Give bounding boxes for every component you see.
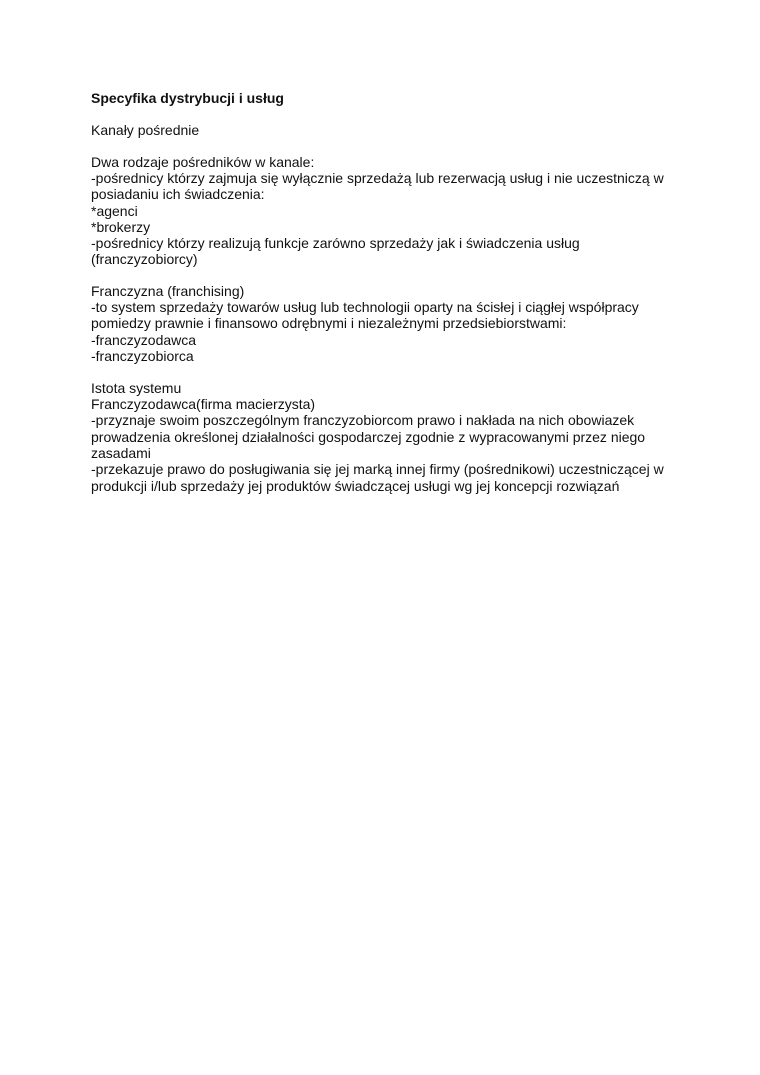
text-line: -to system sprzedaży towarów usług lub technologii oparty na ścisłej i ciągłej współpracy (91, 299, 639, 316)
section-heading: Kanały pośrednie (91, 122, 200, 138)
text-line: -pośrednicy którzy zajmuja się wyłącznie sprzedażą lub rezerwacją usług i nie uczestniczą w (91, 170, 664, 187)
text-line: Franczyzodawca(firma macierzysta) (91, 396, 316, 413)
text-line: -franczyzodawca (91, 331, 197, 348)
section-channels (91, 122, 199, 138)
text-line: (franczyzobiorcy) (91, 251, 198, 268)
document-title: Specyfika dystrybucji i usług (91, 90, 284, 106)
text-line: pomiedzy prawnie i finansowo odrębnymi i niezależnymi przedsiebiorstwami: (91, 315, 567, 332)
text-line: Istota systemu (91, 380, 182, 396)
text-line: -pośrednicy którzy realizują funkcje zarówno sprzedaży jak i świadczenia usług (91, 235, 580, 252)
text-line: Dwa rodzaje pośredników w kanale: (91, 154, 315, 170)
text-line: Franczyzna (franchising) (91, 283, 245, 299)
text-line: posiadaniu ich świadczenia: (91, 186, 265, 203)
text-line: *brokerzy (91, 218, 151, 235)
text-line: *agenci (91, 202, 138, 219)
text-line: zasadami (91, 444, 151, 461)
system-paragraph (91, 380, 664, 494)
text-line: -przekazuje prawo do posługiwania się jej marką innej firmy (pośrednikowi) uczestniczącej w (91, 461, 664, 478)
text-line: produkcji i/lub sprzedaży jej produktów świadczącej usługi wg jej koncepcji rozwiązań (91, 477, 620, 494)
text-line: -przyznaje swoim poszczególnym franczyzobiorcom prawo i nakłada na nich obowiazek (91, 412, 635, 429)
intermediaries-paragraph (91, 154, 664, 267)
franchise-paragraph (91, 283, 639, 364)
text-line: prowadzenia określonej działalności gospodarczej zgodnie z wypracowanymi przez niego (91, 428, 646, 445)
text-line: -franczyzobiorca (91, 347, 194, 364)
